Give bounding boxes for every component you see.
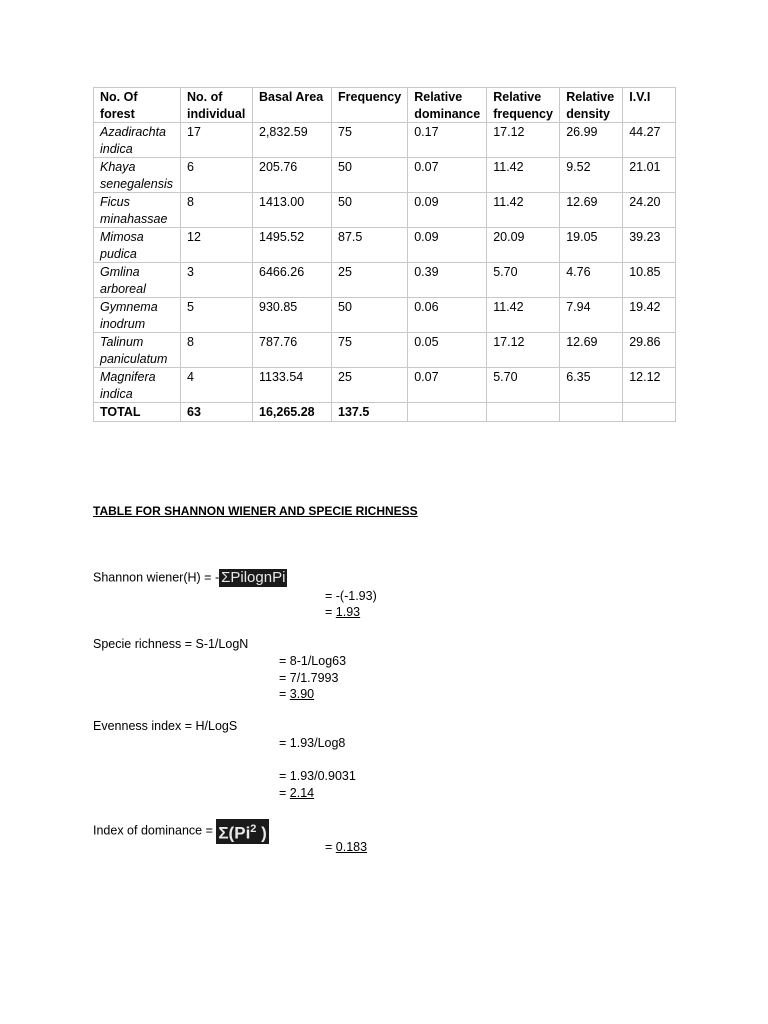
shannon-label: Shannon wiener(H) = - — [93, 570, 220, 585]
table-cell: 29.86 — [623, 333, 676, 368]
table-cell: 75 — [332, 123, 408, 158]
species-cell: Azadirachta indica — [94, 123, 181, 158]
table-cell: 8 — [181, 193, 253, 228]
evenness-label: Evenness index = H/LogS — [93, 719, 238, 733]
table-cell: 12.69 — [560, 333, 623, 368]
table-cell: 0.07 — [408, 368, 487, 403]
species-cell: Khaya senegalensis — [94, 158, 181, 193]
table-cell: 75 — [332, 333, 408, 368]
table-cell: 25 — [332, 368, 408, 403]
header-cell: I.V.I — [623, 88, 676, 123]
table-cell: 39.23 — [623, 228, 676, 263]
table-cell: 1413.00 — [253, 193, 332, 228]
table-cell: 7.94 — [560, 298, 623, 333]
table-cell: 50 — [332, 193, 408, 228]
table-cell: 0.05 — [408, 333, 487, 368]
shannon-result: 1.93 — [335, 605, 361, 619]
header-cell: Relative dominance — [408, 88, 487, 123]
table-cell: 21.01 — [623, 158, 676, 193]
vegetation-analysis-table — [93, 87, 676, 422]
total-cell — [408, 403, 487, 422]
header-cell: No. Of forest — [94, 88, 181, 123]
evenness-step-1: = 1.93/Log8 — [279, 736, 346, 750]
total-row — [94, 403, 676, 422]
total-cell — [487, 403, 560, 422]
table-cell: 1133.54 — [253, 368, 332, 403]
species-cell: Mimosa pudica — [94, 228, 181, 263]
result-prefix: = — [279, 687, 290, 701]
table-cell: 0.06 — [408, 298, 487, 333]
richness-result: 3.90 — [289, 687, 315, 701]
table-cell: 9.52 — [560, 158, 623, 193]
result-prefix: = — [325, 605, 336, 619]
total-cell — [623, 403, 676, 422]
table-cell: 25 — [332, 263, 408, 298]
table-row — [94, 158, 676, 193]
table-cell: 11.42 — [487, 298, 560, 333]
table-cell: 50 — [332, 158, 408, 193]
table-cell: 12.69 — [560, 193, 623, 228]
shannon-step-1: = -(-1.93) — [325, 589, 377, 603]
richness-step-2: = 7/1.7993 — [279, 671, 339, 685]
table-cell: 930.85 — [253, 298, 332, 333]
table-header-row — [94, 88, 676, 123]
table-row — [94, 263, 676, 298]
dominance-formula — [216, 819, 268, 844]
table-cell: 87.5 — [332, 228, 408, 263]
header-cell: Frequency — [332, 88, 408, 123]
table-cell: 8 — [181, 333, 253, 368]
table-cell: 19.42 — [623, 298, 676, 333]
table-cell: 1495.52 — [253, 228, 332, 263]
total-cell — [560, 403, 623, 422]
table-cell: 11.42 — [487, 193, 560, 228]
table-cell: 19.05 — [560, 228, 623, 263]
shannon-formula: ΣPilognPi — [221, 569, 286, 586]
table-cell: 5.70 — [487, 263, 560, 298]
table-row — [94, 333, 676, 368]
header-cell: Relative density — [560, 88, 623, 123]
header-cell: Basal Area — [253, 88, 332, 123]
table-cell: 0.07 — [408, 158, 487, 193]
formula-close: ) — [256, 823, 267, 843]
table-row — [94, 368, 676, 403]
table-cell: 2,832.59 — [253, 123, 332, 158]
dominance-result-line — [325, 840, 367, 854]
table-cell: 5 — [181, 298, 253, 333]
formula-exponent: 2 — [250, 823, 257, 835]
dominance-label-line — [93, 819, 269, 844]
table-cell: 10.85 — [623, 263, 676, 298]
table-cell: 4.76 — [560, 263, 623, 298]
table-cell: 17.12 — [487, 333, 560, 368]
header-cell: No. of individual — [181, 88, 253, 123]
total-cell: 63 — [181, 403, 253, 422]
table-row — [94, 193, 676, 228]
shannon-label-line — [93, 569, 287, 587]
header-cell: Relative frequency — [487, 88, 560, 123]
formula-open: Σ( — [218, 823, 235, 843]
species-cell: Ficus minahassae — [94, 193, 181, 228]
richness-step-1: = 8-1/Log63 — [279, 654, 347, 668]
table-row — [94, 298, 676, 333]
table-cell: 0.39 — [408, 263, 487, 298]
evenness-result-line — [279, 786, 314, 800]
table-cell: 3 — [181, 263, 253, 298]
species-cell: Gymnema inodrum — [94, 298, 181, 333]
dominance-result: 0.183 — [335, 840, 368, 854]
total-label: TOTAL — [94, 403, 181, 422]
result-prefix: = — [279, 786, 290, 800]
species-cell: Magnifera indica — [94, 368, 181, 403]
table-cell: 50 — [332, 298, 408, 333]
table-cell: 44.27 — [623, 123, 676, 158]
table-cell: 6 — [181, 158, 253, 193]
formula-pi: Pi — [234, 823, 251, 843]
shannon-result-line — [325, 605, 360, 619]
table-cell: 26.99 — [560, 123, 623, 158]
table-cell: 17.12 — [487, 123, 560, 158]
evenness-result: 2.14 — [289, 786, 315, 800]
table-row — [94, 123, 676, 158]
total-cell: 137.5 — [332, 403, 408, 422]
richness-result-line — [279, 687, 314, 701]
evenness-step-2: = 1.93/0.9031 — [279, 769, 356, 783]
table-cell: 12.12 — [623, 368, 676, 403]
table-cell: 5.70 — [487, 368, 560, 403]
result-prefix: = — [325, 840, 336, 854]
table-cell: 0.17 — [408, 123, 487, 158]
dominance-label: Index of dominance = — [93, 823, 217, 838]
table-cell: 6466.26 — [253, 263, 332, 298]
table-cell: 0.09 — [408, 193, 487, 228]
table-cell: 11.42 — [487, 158, 560, 193]
section-heading: TABLE FOR SHANNON WIENER AND SPECIE RICHNESS — [93, 504, 418, 518]
table-cell: 17 — [181, 123, 253, 158]
table-row — [94, 228, 676, 263]
table-cell: 0.09 — [408, 228, 487, 263]
table-cell: 20.09 — [487, 228, 560, 263]
total-cell: 16,265.28 — [253, 403, 332, 422]
table-cell: 787.76 — [253, 333, 332, 368]
species-cell: Talinum paniculatum — [94, 333, 181, 368]
table-cell: 6.35 — [560, 368, 623, 403]
table-cell: 24.20 — [623, 193, 676, 228]
species-cell: Gmlina arboreal — [94, 263, 181, 298]
richness-label: Specie richness = S-1/LogN — [93, 637, 249, 651]
table-cell: 4 — [181, 368, 253, 403]
table-cell: 205.76 — [253, 158, 332, 193]
table-cell: 12 — [181, 228, 253, 263]
